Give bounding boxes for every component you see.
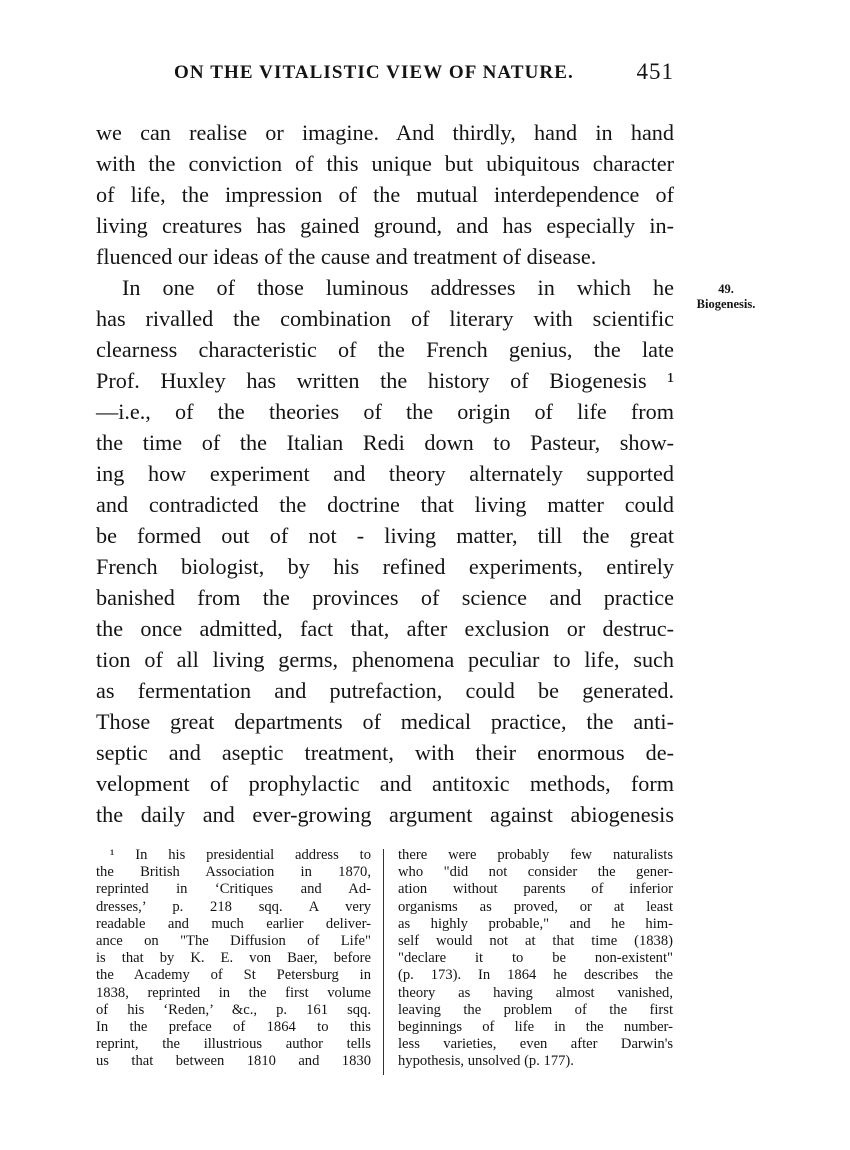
margin-note-number: 49.: [718, 282, 734, 296]
body-line: the time of the Italian Redi down to Pasteur, show-: [96, 430, 674, 455]
body-line: the once admitted, fact that, after exclusion or destruc-: [96, 616, 674, 641]
footnote-line: dresses,’ p. 218 sqq. A very: [96, 898, 371, 915]
body-line: we can realise or imagine. And thirdly, hand in hand: [96, 120, 674, 145]
body-line: —i.e., of the theories of the origin of life from: [96, 399, 674, 424]
body-line: In one of those luminous addresses in which he: [122, 275, 674, 300]
body-line: living creatures has gained ground, and has especially in-: [96, 213, 674, 238]
body-line: ing how experiment and theory alternately supported: [96, 461, 674, 486]
footnote-line: ¹ In his presidential address to: [110, 847, 371, 863]
body-line: fluenced our ideas of the cause and treatment of disease.: [96, 244, 597, 269]
body-line: be formed out of not - living matter, till the great: [96, 523, 674, 548]
footnote-line: theory as having almost vanished,: [398, 984, 673, 1001]
footnote-column-right: [398, 847, 673, 1070]
footnote-line: reprint, the illustrious author tells: [96, 1036, 371, 1053]
footnote-line: of his ‘Reden,’ &c., p. 161 sqq.: [96, 1001, 371, 1018]
footnote-line: there were probably few naturalists: [398, 847, 673, 863]
body-line: French biologist, by his refined experiments, entirely: [96, 554, 674, 579]
body-line: Those great departments of medical practice, the anti-: [96, 709, 674, 734]
body-line: the daily and ever-growing argument against abiogenesis: [96, 802, 674, 827]
footnote-line: (p. 173). In 1864 he describes the: [398, 967, 673, 984]
footnote-line: In the preface of 1864 to this: [96, 1018, 371, 1035]
footnote-line: the Academy of St Petersburg in: [96, 967, 371, 984]
footnote-line: as highly probable," and he him-: [398, 915, 673, 932]
body-line: with the conviction of this unique but ubiquitous character: [96, 151, 674, 176]
body-line: has rivalled the combination of literary with scientific: [96, 306, 674, 331]
footnote-column-left: [96, 847, 371, 1070]
footnote-column-divider: [383, 849, 384, 1075]
footnote-line: beginnings of life in the number-: [398, 1018, 673, 1035]
body-line: clearness characteristic of the French genius, the late: [96, 337, 674, 362]
body-line: tion of all living germs, phenomena peculiar to life, such: [96, 647, 674, 672]
body-line: as fermentation and putrefaction, could be generated.: [96, 678, 674, 703]
footnote-line: 1838, reprinted in the first volume: [96, 984, 371, 1001]
body-text: [96, 117, 674, 830]
footnote-line: organisms as proved, or at least: [398, 898, 673, 915]
body-line: of life, the impression of the mutual interdependence of: [96, 182, 674, 207]
body-line: and contradicted the doctrine that living matter could: [96, 492, 674, 517]
body-line: septic and aseptic treatment, with their enormous de-: [96, 740, 674, 765]
footnote-line: less varieties, even after Darwin's: [398, 1036, 673, 1053]
footnotes: [96, 847, 674, 1077]
footnote-line: the British Association in 1870,: [96, 864, 371, 881]
footnote-line: who "did not consider the gener-: [398, 864, 673, 881]
footnote-line: ation without parents of inferior: [398, 881, 673, 898]
body-line: Prof. Huxley has written the history of Biogenesis ¹: [96, 368, 674, 393]
page-number: 451: [636, 59, 674, 84]
footnote-line: is that by K. E. von Baer, before: [96, 950, 371, 967]
footnote-line: readable and much earlier deliver-: [96, 915, 371, 932]
margin-note: [686, 282, 766, 312]
footnote-line: reprinted in ‘Critiques and Ad-: [96, 881, 371, 898]
body-line: velopment of prophylactic and antitoxic methods, form: [96, 771, 674, 796]
footnote-line: self would not at that time (1838): [398, 932, 673, 949]
running-title: ON THE VITALISTIC VIEW OF NATURE.: [174, 62, 574, 83]
page-header: [96, 59, 674, 92]
footnote-line: "declare it to be non-existent": [398, 950, 673, 967]
footnote-line: ance on "The Diffusion of Life": [96, 932, 371, 949]
footnote-line: hypothesis, unsolved (p. 177).: [398, 1053, 574, 1070]
footnote-line: leaving the problem of the first: [398, 1001, 673, 1018]
margin-note-label: Biogenesis.: [696, 297, 756, 311]
footnote-line: us that between 1810 and 1830: [96, 1053, 371, 1070]
body-line: banished from the provinces of science and practice: [96, 585, 674, 610]
